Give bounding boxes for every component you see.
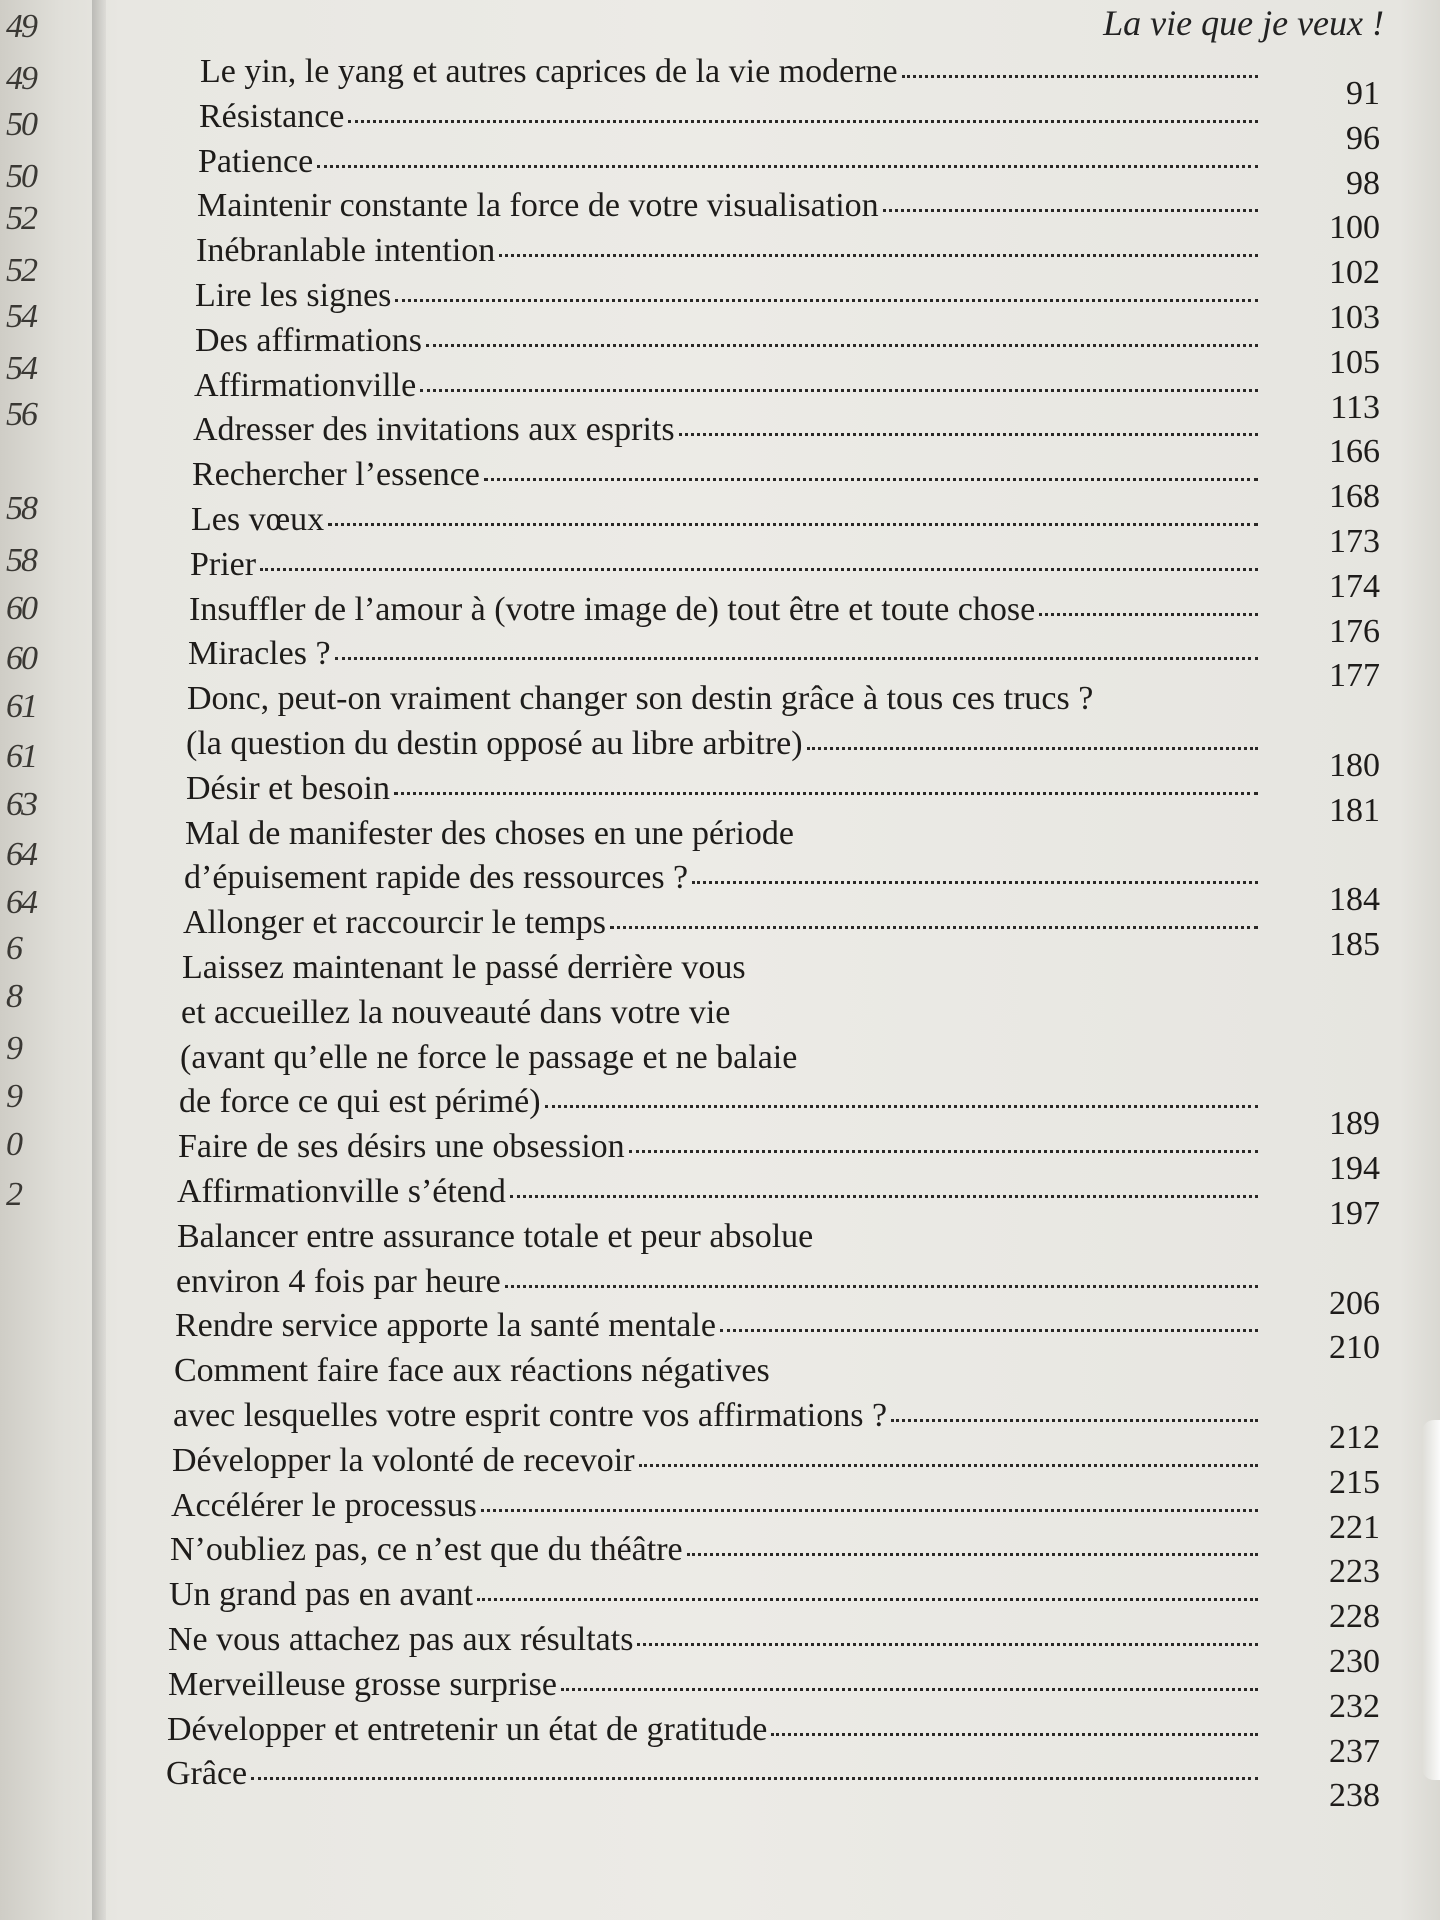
running-head: La vie que je veux ! bbox=[1103, 3, 1384, 43]
toc-entry-line bbox=[192, 455, 1262, 495]
left-margin-page-number: 8 bbox=[6, 978, 21, 1015]
toc-entry-line bbox=[186, 769, 1262, 809]
toc-entry-title: (avant qu’elle ne force le passage et ne balaie bbox=[180, 1038, 798, 1076]
dot-leader bbox=[687, 1531, 1258, 1556]
toc-page-number: 212 bbox=[1329, 1419, 1380, 1456]
toc-entry-title: Rendre service apporte la santé mentale bbox=[175, 1307, 716, 1345]
dot-leader bbox=[720, 1307, 1258, 1332]
dot-leader bbox=[317, 143, 1258, 168]
dot-leader bbox=[260, 546, 1258, 571]
toc-entry-line bbox=[190, 545, 1262, 585]
toc-entry-title: Allonger et raccourcir le temps bbox=[183, 904, 606, 942]
dot-leader bbox=[426, 322, 1258, 347]
left-margin-page-number: 64 bbox=[6, 884, 36, 921]
toc-entry-line bbox=[193, 410, 1262, 450]
dot-leader bbox=[771, 1711, 1258, 1736]
toc-page-number: 238 bbox=[1329, 1777, 1380, 1815]
toc-page-number: 113 bbox=[1330, 388, 1380, 426]
toc-entry-title: Comment faire face aux réactions négatives bbox=[174, 1352, 770, 1390]
left-margin-page-number: 9 bbox=[6, 1078, 21, 1115]
dot-leader bbox=[484, 456, 1258, 481]
left-margin-page-number: 61 bbox=[6, 738, 36, 775]
left-margin-page-number: 58 bbox=[6, 490, 36, 527]
toc-entry-line bbox=[195, 321, 1262, 361]
toc-page-number: 173 bbox=[1329, 523, 1380, 560]
toc-entry-line bbox=[184, 858, 1262, 898]
toc-entry-title: Résistance bbox=[199, 97, 345, 135]
toc-entry-line bbox=[197, 186, 1262, 226]
toc-entry-title: Merveilleuse grosse surprise bbox=[168, 1665, 558, 1703]
left-margin-page-number: 64 bbox=[6, 836, 36, 873]
toc-entry-line bbox=[198, 142, 1262, 182]
toc-entry-line bbox=[189, 590, 1262, 630]
toc-page-number: 102 bbox=[1329, 254, 1380, 292]
toc-entry-line bbox=[172, 1441, 1262, 1481]
toc-entry-line bbox=[200, 52, 1262, 92]
dot-leader bbox=[639, 1442, 1258, 1467]
toc-entry-line bbox=[195, 276, 1262, 316]
dot-leader bbox=[692, 859, 1258, 884]
toc-page-number: 91 bbox=[1346, 75, 1380, 112]
toc-entry-title: d’épuisement rapide des ressources ? bbox=[184, 859, 689, 897]
toc-page-number: 189 bbox=[1329, 1105, 1380, 1143]
toc-entry-title: Un grand pas en avant bbox=[169, 1576, 474, 1614]
toc-entry-line bbox=[188, 634, 1262, 674]
toc-entry-title: avec lesquelles votre esprit contre vos affirmations ? bbox=[173, 1397, 888, 1434]
toc-entry-line bbox=[181, 993, 730, 1033]
toc-entry-title: Ne vous attachez pas aux résultats bbox=[168, 1621, 634, 1658]
dot-leader bbox=[394, 770, 1258, 795]
toc-entry-title: Laissez maintenant le passé derrière vous bbox=[182, 949, 746, 986]
toc-entry-title: de force ce qui est périmé) bbox=[179, 1083, 541, 1121]
toc-entry-line bbox=[167, 1710, 1262, 1750]
toc-entry-title: Le yin, le yang et autres caprices de la vie moderne bbox=[200, 53, 898, 90]
left-margin-page-number: 63 bbox=[6, 786, 36, 823]
dot-leader bbox=[807, 725, 1258, 750]
toc-entry-title: Insuffler de l’amour à (votre image de) tout être et toute chose bbox=[189, 590, 1036, 628]
toc-entry-line bbox=[180, 1038, 797, 1078]
left-margin-page-number: 50 bbox=[6, 106, 36, 143]
toc-entry-title: Maintenir constante la force de votre visualisation bbox=[197, 187, 879, 225]
toc-page-number: 96 bbox=[1346, 119, 1380, 157]
left-margin-page-number: 49 bbox=[6, 60, 36, 97]
left-margin-page-number: 9 bbox=[6, 1030, 21, 1067]
toc-page-number: 177 bbox=[1329, 657, 1380, 695]
toc-page-number: 210 bbox=[1329, 1329, 1380, 1367]
toc-page-number: 105 bbox=[1329, 343, 1380, 381]
toc-entry-title: Grâce bbox=[166, 1755, 248, 1793]
dot-leader bbox=[883, 187, 1258, 212]
toc-entry-line bbox=[168, 1620, 1262, 1660]
toc-entry-line bbox=[178, 1127, 1262, 1167]
toc-entry-title: Des affirmations bbox=[195, 321, 422, 359]
toc-entry-title: environ 4 fois par heure bbox=[176, 1262, 501, 1300]
toc-entry-line bbox=[177, 1217, 813, 1257]
toc-page-number: 221 bbox=[1329, 1508, 1380, 1546]
dot-leader bbox=[902, 53, 1258, 78]
toc-entry-title: Prier bbox=[190, 545, 257, 583]
left-margin-page-number: 54 bbox=[6, 298, 36, 335]
left-margin-page-number: 0 bbox=[6, 1126, 21, 1163]
toc-page-number: 197 bbox=[1329, 1195, 1380, 1232]
toc-entry-title: (la question du destin opposé au libre arbitre) bbox=[186, 725, 803, 762]
toc-entry-line bbox=[176, 1262, 1262, 1302]
dot-leader bbox=[420, 367, 1258, 392]
toc-entry-title: Accélérer le processus bbox=[171, 1486, 477, 1524]
toc-entry-title: Affirmationville bbox=[194, 366, 417, 404]
toc-page-number: 180 bbox=[1329, 747, 1380, 784]
toc-page-number: 228 bbox=[1329, 1598, 1380, 1636]
toc-entry-line bbox=[171, 1486, 1262, 1526]
toc-page-number: 237 bbox=[1329, 1732, 1380, 1770]
toc-entry-title: Les vœux bbox=[191, 501, 325, 538]
dot-leader bbox=[395, 277, 1258, 302]
toc-entry-line bbox=[199, 97, 1262, 137]
toc-page-number: 166 bbox=[1329, 433, 1380, 471]
left-margin-page-number: 52 bbox=[6, 252, 36, 289]
toc-entry-line bbox=[186, 724, 1262, 764]
toc-page-number: 176 bbox=[1329, 612, 1380, 650]
toc-page-number: 230 bbox=[1329, 1643, 1380, 1680]
dot-leader bbox=[348, 98, 1258, 123]
left-margin-page-number: 60 bbox=[6, 590, 36, 627]
dot-leader bbox=[510, 1173, 1258, 1198]
dot-leader bbox=[679, 411, 1258, 436]
page-edge-highlight bbox=[1422, 1420, 1440, 1780]
toc-page-number: 185 bbox=[1329, 926, 1380, 964]
dot-leader bbox=[335, 635, 1258, 660]
dot-leader bbox=[610, 904, 1258, 929]
toc-page-number: 206 bbox=[1329, 1284, 1380, 1322]
dot-leader bbox=[477, 1576, 1258, 1601]
toc-entry-line bbox=[173, 1396, 1262, 1436]
left-margin-page-number: 6 bbox=[6, 930, 21, 967]
toc-entry-title: Balancer entre assurance totale et peur absolue bbox=[177, 1217, 814, 1255]
toc-entry-line bbox=[191, 500, 1262, 540]
toc-entry-line bbox=[175, 1306, 1262, 1346]
dot-leader bbox=[499, 232, 1258, 257]
toc-entry-line bbox=[169, 1575, 1262, 1615]
left-margin-page-number: 49 bbox=[6, 8, 36, 45]
toc-entry-title: Rechercher l’essence bbox=[192, 456, 480, 494]
toc-entry-line bbox=[183, 903, 1262, 943]
toc-page-number: 223 bbox=[1329, 1553, 1380, 1591]
toc-entry-title: Faire de ses désirs une obsession bbox=[178, 1128, 625, 1166]
left-margin-page-number: 2 bbox=[6, 1176, 21, 1213]
toc-entry-title: et accueillez la nouveauté dans votre vie bbox=[181, 993, 731, 1031]
toc-entry-title: Désir et besoin bbox=[186, 769, 390, 807]
toc-entry-line bbox=[168, 1665, 1262, 1705]
toc-page-number: 194 bbox=[1329, 1150, 1380, 1188]
left-margin-page-number: 54 bbox=[6, 350, 36, 387]
toc-entry-title: Développer la volonté de recevoir bbox=[172, 1441, 635, 1479]
dot-leader bbox=[545, 1083, 1258, 1108]
toc-entry-title: Adresser des invitations aux esprits bbox=[193, 411, 675, 449]
toc-page-number: 232 bbox=[1329, 1687, 1380, 1725]
dot-leader bbox=[505, 1263, 1258, 1288]
dot-leader bbox=[891, 1397, 1258, 1422]
toc-page-number: 174 bbox=[1329, 567, 1380, 605]
toc-entry-line bbox=[182, 948, 746, 988]
toc-page-number: 98 bbox=[1346, 164, 1380, 202]
toc-entry-title: Donc, peut-on vraiment changer son destin grâce à tous ces trucs ? bbox=[187, 680, 1094, 718]
toc-page-number: 168 bbox=[1329, 478, 1380, 516]
toc-page-number: 181 bbox=[1329, 791, 1380, 829]
toc-entry-title: N’oubliez pas, ce n’est que du théâtre bbox=[170, 1531, 683, 1569]
toc-entry-line bbox=[194, 366, 1262, 406]
left-margin-page-number: 58 bbox=[6, 542, 36, 579]
toc-entry-title: Miracles ? bbox=[188, 635, 331, 673]
toc-page-number: 100 bbox=[1329, 209, 1380, 247]
toc-entry-line bbox=[177, 1172, 1262, 1212]
dot-leader bbox=[481, 1487, 1258, 1512]
toc-entry-line bbox=[170, 1530, 1262, 1570]
toc-entry-line bbox=[174, 1351, 770, 1391]
left-margin-page-number: 56 bbox=[6, 396, 36, 433]
toc-page-number: 184 bbox=[1329, 881, 1380, 919]
dot-leader bbox=[561, 1666, 1258, 1691]
toc-entry-line bbox=[185, 814, 794, 854]
toc-page-number: 215 bbox=[1329, 1463, 1380, 1501]
toc-entry-line bbox=[196, 231, 1262, 271]
dot-leader bbox=[328, 501, 1258, 526]
toc-entry-title: Inébranlable intention bbox=[196, 232, 496, 270]
toc-entry-title: Patience bbox=[198, 142, 314, 180]
dot-leader bbox=[251, 1755, 1258, 1780]
dot-leader bbox=[637, 1621, 1258, 1646]
left-margin-page-number: 60 bbox=[6, 640, 36, 677]
left-margin-page-number: 61 bbox=[6, 688, 36, 725]
toc-entry-title: Affirmationville s’étend bbox=[177, 1173, 506, 1210]
dot-leader bbox=[629, 1128, 1258, 1153]
toc-entry-title: Lire les signes bbox=[195, 277, 392, 314]
left-margin-page-number: 50 bbox=[6, 158, 36, 195]
toc-entry-title: Développer et entretenir un état de gratitude bbox=[167, 1710, 768, 1748]
toc-entry-title: Mal de manifester des choses en une période bbox=[185, 814, 794, 852]
toc-entry-line bbox=[187, 679, 1093, 719]
toc-entry-line bbox=[179, 1082, 1262, 1122]
dot-leader bbox=[1039, 591, 1258, 616]
left-margin-page-number: 52 bbox=[6, 200, 36, 237]
toc-page-number: 103 bbox=[1329, 299, 1380, 336]
toc-entry-line bbox=[166, 1754, 1262, 1794]
